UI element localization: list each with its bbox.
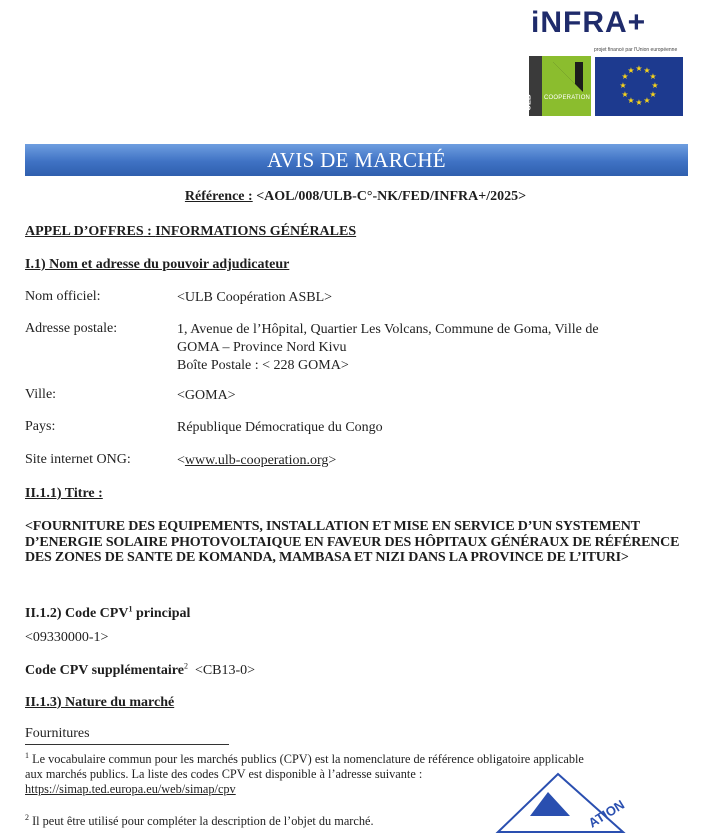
fn1-cpv-link[interactable]: https://simap.ted.europa.eu/web/simap/cpv bbox=[25, 782, 236, 796]
ulb-cooperation-label: COOPERATION bbox=[544, 95, 591, 101]
section-heading-appel-offres bbox=[25, 224, 356, 240]
svg-text:★: ★ bbox=[635, 98, 643, 107]
svg-text:★: ★ bbox=[649, 72, 657, 81]
nom-officiel-value: <ULB Coopération ASBL> bbox=[177, 290, 333, 305]
ulb-side-label: ULB bbox=[523, 94, 533, 111]
title-banner bbox=[25, 144, 688, 176]
fn2-number: 2 bbox=[25, 812, 29, 822]
ville-label: Ville: bbox=[25, 387, 57, 402]
site-open: < bbox=[177, 453, 185, 468]
cpv-principal-value: <09330000-1> bbox=[25, 630, 109, 645]
cpv-footnote-ref-2: 2 bbox=[183, 661, 188, 671]
stamp-text: ATION bbox=[585, 796, 628, 831]
ulb-side-band bbox=[523, 56, 542, 116]
site-close: > bbox=[328, 453, 337, 468]
cpv-heading-text: II.1.2) Code CPV bbox=[25, 606, 129, 621]
nom-officiel-label: Nom officiel: bbox=[25, 289, 101, 304]
ulb-cooperation-logo bbox=[523, 56, 591, 116]
site-value bbox=[177, 452, 336, 470]
adresse-line-2: GOMA – Province Nord Kivu bbox=[177, 340, 347, 355]
svg-text:★: ★ bbox=[621, 72, 629, 81]
fn1-number: 1 bbox=[25, 750, 29, 760]
heading-prefix: APPEL D’OFFRES bbox=[25, 224, 144, 239]
eu-flag-icon bbox=[595, 57, 683, 116]
section-heading-1-1: I.1) Nom et adresse du pouvoir adjudicateur bbox=[25, 257, 290, 272]
svg-text:★: ★ bbox=[651, 81, 659, 90]
adresse-line-1: 1, Avenue de l’Hôpital, Quartier Les Volcans, Commune de Goma, Ville de bbox=[177, 322, 599, 337]
svg-text:★: ★ bbox=[635, 64, 643, 73]
titre-text: <FOURNITURE DES EQUIPEMENTS, INSTALLATION ET MISE EN SERVICE D’UN SYSTEMENT D’ENERGIE SOLAIRE PHOTOVOLTAIQUE EN FAVEUR DES HÔPITAUX GÉNÉRAUX DE RÉFÉRENCE DES ZONES DE SANTE DE KOMANDA, MAMBASA ET NIZI DANS LA PROVINCE DE L’ITURI> bbox=[25, 519, 680, 565]
svg-text:★: ★ bbox=[621, 90, 629, 99]
ville-value: <GOMA> bbox=[177, 388, 236, 403]
reference-line bbox=[0, 189, 711, 205]
svg-text:★: ★ bbox=[649, 90, 657, 99]
adresse-value bbox=[177, 321, 599, 375]
page-title: AVIS DE MARCHÉ bbox=[267, 147, 446, 172]
adresse-line-3: Boîte Postale : < 228 GOMA> bbox=[177, 358, 349, 373]
pays-label: Pays: bbox=[25, 419, 56, 434]
heading-sep: : bbox=[143, 224, 156, 239]
pays-value: République Démocratique du Congo bbox=[177, 420, 383, 435]
site-link[interactable]: www.ulb-cooperation.org bbox=[184, 453, 329, 468]
eu-stars-icon bbox=[595, 57, 683, 116]
section-heading-cpv bbox=[25, 606, 190, 622]
section-heading-titre: II.1.1) Titre : bbox=[25, 486, 103, 501]
logo-tagline: projet financé par l'Union européenne bbox=[594, 47, 678, 53]
cpv-heading-suffix: principal bbox=[132, 606, 191, 621]
reference-value: <AOL/008/ULB-C°-NK/FED/INFRA+/2025> bbox=[256, 189, 527, 204]
heading-suffix: INFORMATIONS GÉNÉRALES bbox=[155, 224, 357, 239]
site-label: Site internet ONG: bbox=[25, 452, 131, 467]
reference-label: Référence : bbox=[184, 189, 253, 204]
cpv-supplementaire-line bbox=[25, 663, 255, 679]
adresse-label: Adresse postale: bbox=[25, 321, 118, 336]
fn2-text: Il peut être utilisé pour compléter la description de l’objet du marché. bbox=[32, 814, 374, 828]
svg-text:★: ★ bbox=[619, 81, 627, 90]
cpv-supp-label: Code CPV supplémentaire bbox=[25, 663, 184, 678]
svg-text:★: ★ bbox=[643, 96, 651, 105]
cpv-supp-value: <CB13-0> bbox=[194, 663, 256, 678]
ulb-mark-icon bbox=[553, 62, 583, 92]
fn1-text-a: Le vocabulaire commun pour les marchés publics (CPV) est la nomenclature de référence obligatoire applicable bbox=[32, 752, 584, 766]
svg-text:★: ★ bbox=[643, 66, 651, 75]
official-stamp-icon bbox=[488, 768, 638, 834]
svg-text:★: ★ bbox=[627, 66, 635, 75]
infra-plus-logo: iNFRA+ bbox=[531, 6, 647, 39]
fn1-text-b: aux marchés publics. La liste des codes CPV est disponible à l’adresse suivante : bbox=[25, 767, 423, 781]
nature-value: Fournitures bbox=[25, 726, 90, 741]
section-heading-nature: II.1.3) Nature du marché bbox=[25, 695, 175, 710]
svg-text:★: ★ bbox=[627, 96, 635, 105]
footnote-divider bbox=[25, 744, 229, 745]
cpv-footnote-ref-1: 1 bbox=[128, 604, 133, 614]
